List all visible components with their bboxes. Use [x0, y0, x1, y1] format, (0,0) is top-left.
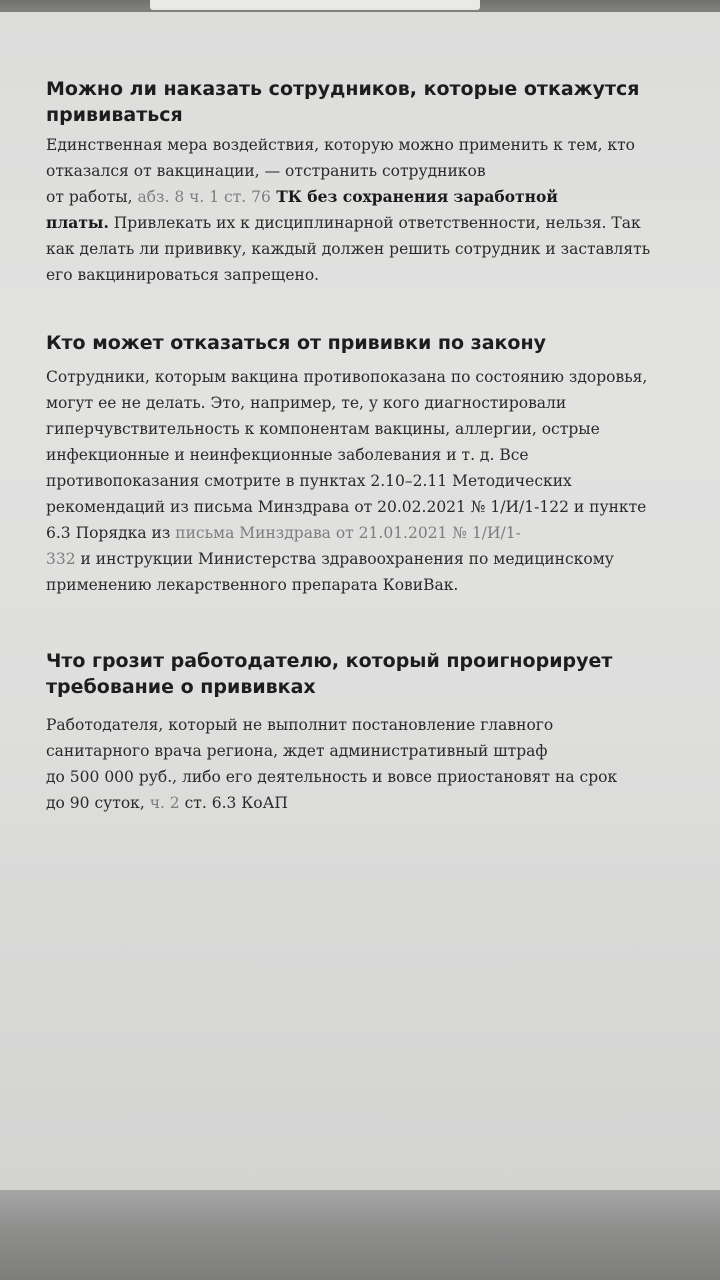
document-reference: 332 — [46, 550, 76, 568]
document-reference: письма Минздрава от 21.01.2021 № 1/И/1- — [175, 524, 521, 542]
body-line: платы. Привлекать их к дисциплинарной ответственности, нельзя. Так — [46, 213, 641, 232]
body-line: как делать ли прививку, каждый должен решить сотрудник и заставлять — [46, 240, 651, 258]
section-3-body — [46, 712, 617, 816]
heading-line: требование о прививках — [46, 676, 316, 698]
body-line: рекомендаций из письма Минздрава от 20.02.2021 № 1/И/1-122 и пункте — [46, 498, 647, 516]
body-line: Сотрудники, которым вакцина противопоказана по состоянию здоровья, — [46, 368, 648, 386]
body-line: до 500 000 руб., либо его деятельность и вовсе приостановят на срок — [46, 768, 618, 786]
body-line: 6.3 Порядка из письма Минздрава от 21.01.2021 № 1/И/1- — [46, 524, 521, 542]
bold-phrase: ТК без сохранения заработной — [270, 187, 558, 206]
body-line: 332 и инструкции Министерства здравоохранения по медицинскому — [46, 550, 614, 568]
document-sheet — [0, 12, 720, 1190]
body-line: отказался от вакцинации, — отстранить сотрудников — [46, 162, 486, 180]
body-line: могут ее не делать. Это, например, те, у кого диагностировали — [46, 394, 567, 412]
heading-line: прививаться — [46, 104, 183, 126]
heading-line: Можно ли наказать сотрудников, которые откажутся — [46, 78, 640, 100]
body-line: санитарного врача региона, ждет административный штраф — [46, 742, 548, 760]
bold-phrase: платы. — [46, 213, 109, 232]
section-3-heading — [46, 648, 612, 700]
law-reference: ч. 2 — [149, 794, 180, 812]
body-line: Работодателя, который не выполнит постановление главного — [46, 716, 554, 734]
section-2-body — [46, 364, 647, 598]
body-line: до 90 суток, ч. 2 ст. 6.3 КоАП — [46, 794, 288, 812]
heading-line: Кто может отказаться от прививки по закону — [46, 332, 546, 354]
body-line: применению лекарственного препарата КовиВак. — [46, 576, 459, 594]
body-line: Единственная мера воздействия, которую можно применить к тем, кто — [46, 136, 636, 154]
desk-surface — [0, 1190, 720, 1280]
section-1-heading — [46, 76, 639, 128]
section-2-heading — [46, 330, 546, 356]
body-line: противопоказания смотрите в пунктах 2.10–2.11 Методических — [46, 472, 572, 490]
paper-edge-behind — [150, 0, 480, 10]
law-reference: абз. 8 ч. 1 ст. 76 — [137, 188, 271, 206]
body-line: от работы, абз. 8 ч. 1 ст. 76 ТК без сохранения заработной — [46, 187, 558, 206]
body-line: его вакцинироваться запрещено. — [46, 266, 320, 284]
body-line: инфекционные и неинфекционные заболевания и т. д. Все — [46, 446, 529, 464]
heading-line: Что грозит работодателю, который проигнорирует — [46, 650, 613, 672]
body-line: гиперчувствительность к компонентам вакцины, аллергии, острые — [46, 420, 600, 438]
section-1-body — [46, 132, 650, 288]
